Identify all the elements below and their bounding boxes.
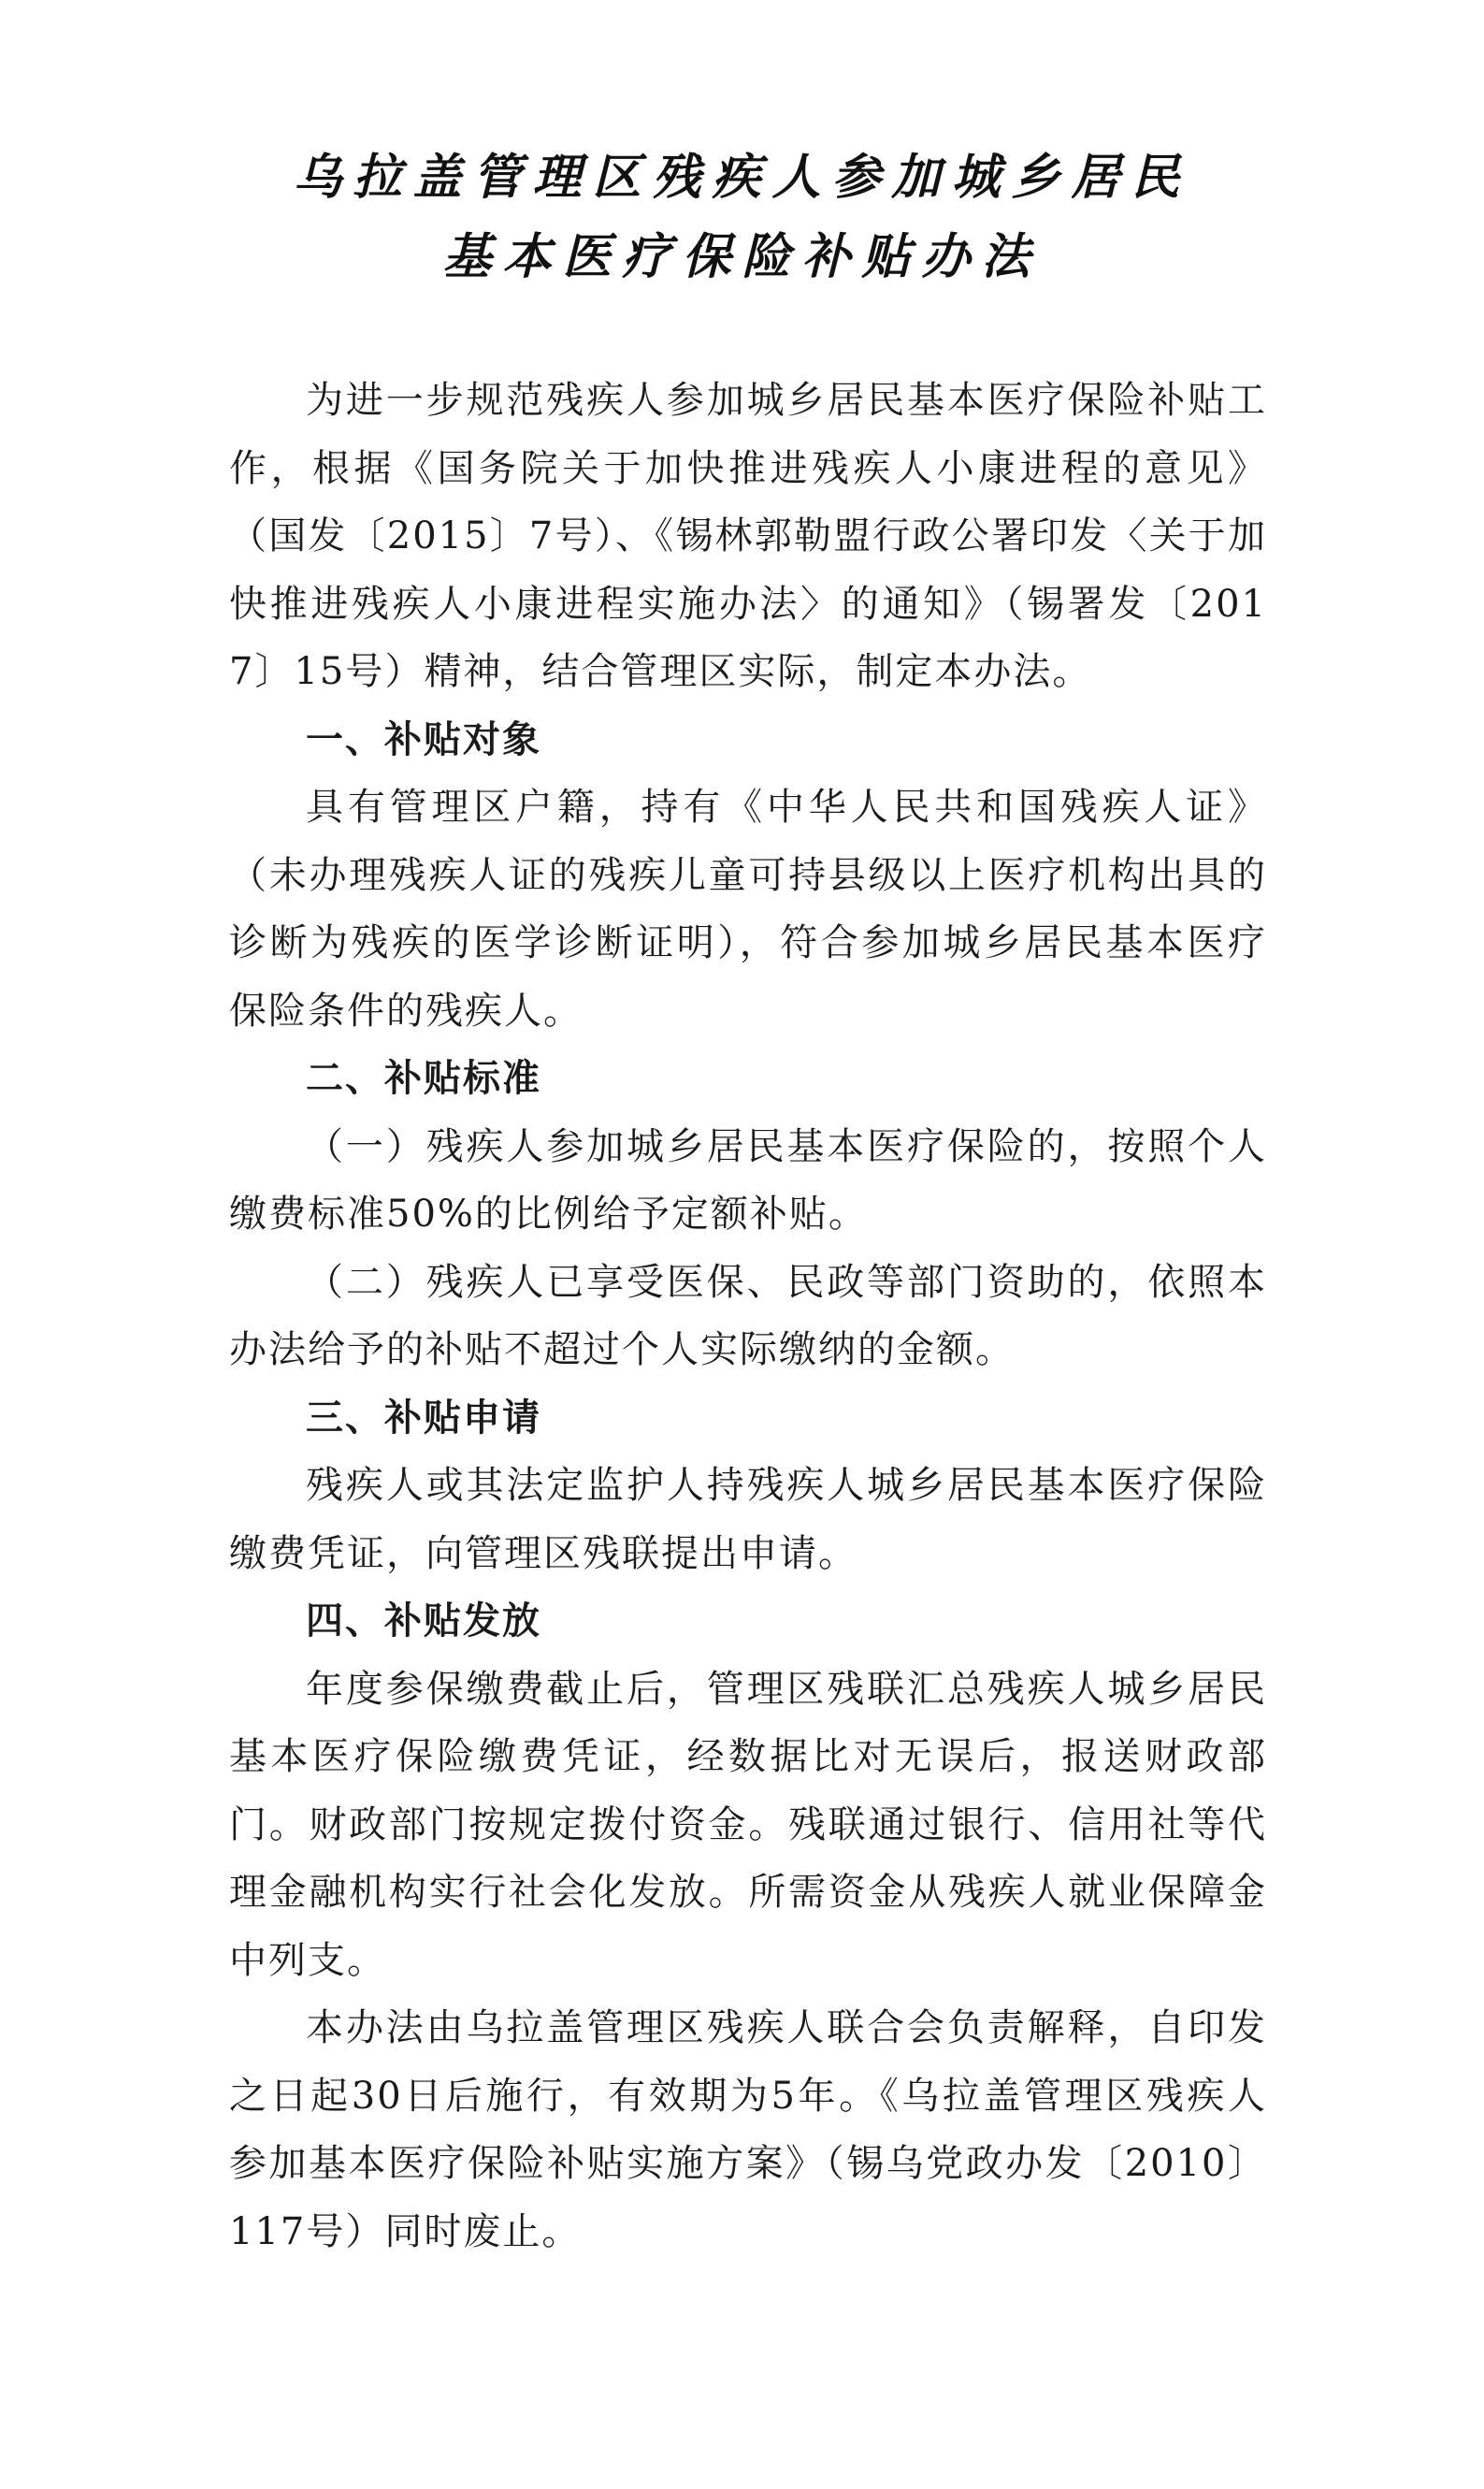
document-body	[229, 367, 1267, 2265]
closing-paragraph: 本办法由乌拉盖管理区残疾人联合会负责解释，自印发之日起30日后施行，有效期为5年。《乌拉盖管理区残疾人参加基本医疗保险补贴实施方案》（锡乌党政办发〔2010〕117号）同时废止。	[229, 2006, 1267, 2253]
section-paragraph: 年度参保缴费截止后，管理区残联汇总残疾人城乡居民基本医疗保险缴费凭证，经数据比对无误后，报送财政部门。财政部门按规定拨付资金。残联通过银行、信用社等代理金融机构实行社会化发放。所需资金从残疾人就业保障金中列支。	[229, 1667, 1267, 1982]
section-heading-subsidy-application: 三、补贴申请	[306, 1396, 541, 1440]
section-heading-subsidy-standard: 二、补贴标准	[306, 1057, 541, 1100]
section-heading-subsidy-distribution: 四、补贴发放	[306, 1599, 541, 1642]
section-paragraph: 具有管理区户籍，持有《中华人民共和国残疾人证》（未办理残疾人证的残疾儿童可持县级以上医疗机构出具的诊断为残疾的医学诊断证明），符合参加城乡居民基本医疗保险条件的残疾人。	[229, 786, 1267, 1033]
document-title-line-2: 基本医疗保险补贴办法	[442, 229, 1042, 285]
intro-paragraph: 为进一步规范残疾人参加城乡居民基本医疗保险补贴工作，根据《国务院关于加快推进残疾人小康进程的意见》（国发〔2015〕7号）、《锡林郭勒盟行政公署印发〈关于加快推进残疾人小康进程实施办法〉的通知》（锡署发〔2017〕15号）精神，结合管理区实际，制定本办法。	[229, 379, 1267, 693]
section-paragraph: （二）残疾人已享受医保、民政等部门资助的，依照本办法给予的补贴不超过个人实际缴纳的金额。	[229, 1260, 1267, 1371]
section-paragraph: （一）残疾人参加城乡居民基本医疗保险的，按照个人缴费标准50%的比例给予定额补贴。	[229, 1124, 1267, 1236]
section-paragraph: 残疾人或其法定监护人持残疾人城乡居民基本医疗保险缴费凭证，向管理区残联提出申请。	[229, 1464, 1267, 1575]
section-heading-subsidy-target: 一、补贴对象	[306, 717, 541, 761]
document-title-line-1: 乌拉盖管理区残疾人参加城乡居民	[293, 150, 1191, 206]
